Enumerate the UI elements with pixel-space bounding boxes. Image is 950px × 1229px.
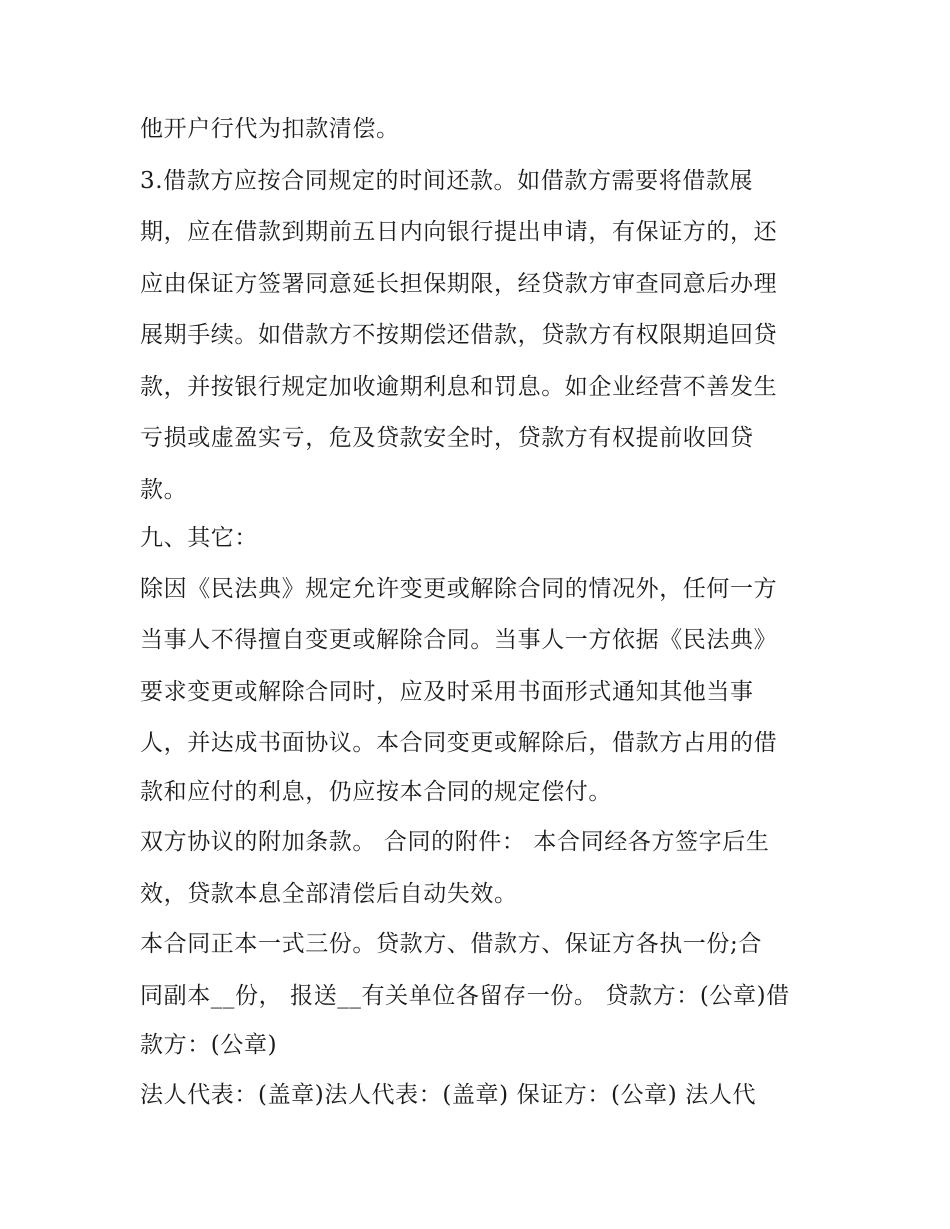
text-line: 除因《民法典》规定允许变更或解除合同的情况外，任何一方 [140, 576, 778, 602]
text-line: 当事人不得擅自变更或解除合同。当事人一方依据《民法典》 [140, 627, 778, 653]
text-line: 期，应在借款到期前五日内向银行提出申请，有保证方的，还 [140, 219, 778, 245]
text-line: 款。 [140, 477, 188, 503]
text-line: 应由保证方签署同意延长担保期限，经贷款方审查同意后办理 [140, 271, 778, 297]
text-line: 双方协议的附加条款。 合同的附件： 本合同经各方签字后生 [140, 829, 770, 855]
text-line: 款和应付的利息，仍应按本合同的规定偿付。 [140, 779, 612, 805]
text-line: 本合同正本一式三份。贷款方、借款方、保证方各执一份;合 [140, 931, 762, 957]
text-line: 效，贷款本息全部清偿后自动失效。 [140, 881, 518, 907]
text-line: 人，并达成书面协议。本合同变更或解除后，借款方占用的借 [140, 730, 778, 756]
text-line: 3.借款方应按合同规定的时间还款。如借款方需要将借款展 [140, 168, 754, 194]
text-line: 要求变更或解除合同时，应及时采用书面形式通知其他当事 [140, 679, 754, 705]
text-line: 亏损或虚盈实亏，危及贷款安全时，贷款方有权提前收回贷 [140, 425, 754, 451]
text-line: 同副本__份， 报送__有关单位各留存一份。 贷款方：(公章)借 [140, 983, 790, 1009]
section-heading: 九、其它： [140, 525, 258, 551]
text-line: 他开户行代为扣款清偿。 [140, 116, 400, 142]
text-line: 展期手续。如借款方不按期偿还借款，贷款方有权限期追回贷 [140, 322, 778, 348]
text-line: 法人代表：(盖章)法人代表：(盖章) 保证方：(公章) 法人代 [140, 1082, 757, 1108]
text-line: 款，并按银行规定加收逾期利息和罚息。如企业经营不善发生 [140, 374, 778, 400]
text-line: 款方：(公章) [140, 1032, 278, 1058]
